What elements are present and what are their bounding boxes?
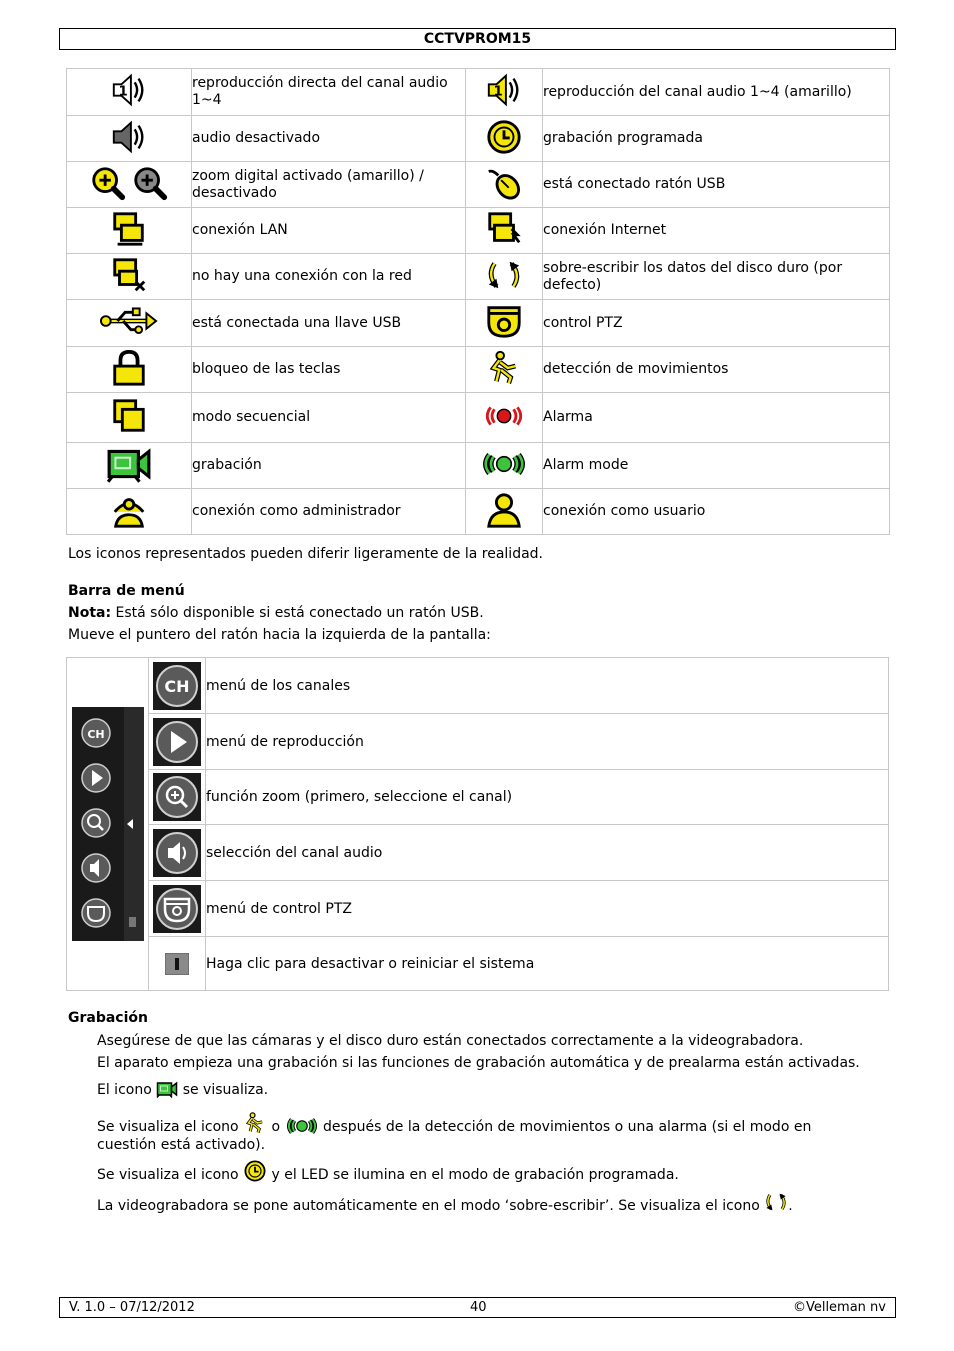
- menu-item-audio: selección del canal audio: [206, 825, 889, 881]
- no-network-icon: [110, 256, 148, 294]
- recording-paragraph-1: Asegúrese de que las cámaras y el disco duro están conectados correctamente a la videograbadora.: [97, 1033, 804, 1049]
- recording-paragraph-5: Se visualiza el icono y el LED se ilumina en el modo de grabación programada.: [97, 1159, 679, 1184]
- table-row: [67, 714, 889, 770]
- lock-icon: [110, 349, 148, 387]
- ch-icon[interactable]: [153, 662, 201, 710]
- svg-text:CH: CH: [86, 728, 105, 741]
- icon-description: grabación: [192, 443, 466, 489]
- icon-description: Alarma: [543, 393, 890, 443]
- menu-item-ptz: menú de control PTZ: [206, 881, 889, 937]
- icon-description: zoom digital activado (amarillo) / desactivado: [192, 162, 466, 208]
- icon-description: sobre-escribir los datos del disco duro (por defecto): [543, 254, 890, 300]
- ptz-icon: [485, 302, 523, 340]
- play-icon[interactable]: [153, 718, 201, 766]
- menu-bar-preview: [72, 707, 144, 941]
- zoom-icon[interactable]: [153, 773, 201, 821]
- table-row: [67, 881, 889, 937]
- icon-description: conexión como usuario: [543, 489, 890, 535]
- zoom-off-icon: [131, 164, 169, 202]
- icon-description: conexión Internet: [543, 208, 890, 254]
- schedule-clock-icon: [243, 1159, 267, 1183]
- audio-off-icon: [110, 118, 148, 156]
- admin-icon: [110, 491, 148, 529]
- table-row: [67, 347, 890, 393]
- icon-description: está conectada una llave USB: [192, 300, 466, 347]
- table-row: [67, 300, 890, 347]
- audio-live-icon: [110, 71, 148, 109]
- document-footer: [59, 1297, 896, 1318]
- table-row: [67, 208, 890, 254]
- menu-icon-cell: [149, 714, 206, 770]
- recording-paragraph-3: El icono se visualiza.: [97, 1082, 269, 1098]
- icon-description: control PTZ: [543, 300, 890, 347]
- menu-icon-cell: [149, 770, 206, 825]
- icon-table: [66, 68, 890, 535]
- icon-description: modo secuencial: [192, 393, 466, 443]
- menu-instruction: Mueve el puntero del ratón hacia la izquierda de la pantalla:: [68, 627, 491, 643]
- schedule-clock-icon: [485, 118, 523, 156]
- menu-item-playback: menú de reproducción: [206, 714, 889, 770]
- table-row: [67, 825, 889, 881]
- menu-item-zoom: función zoom (primero, seleccione el canal): [206, 770, 889, 825]
- table-row: [67, 116, 890, 162]
- record-camera-icon: [106, 445, 152, 483]
- icon-description: reproducción del canal audio 1~4 (amarillo): [543, 69, 890, 116]
- menu-bar-preview-cell: [67, 658, 149, 991]
- overwrite-icon: [764, 1190, 788, 1214]
- icon-description: Alarm mode: [543, 443, 890, 489]
- power-icon[interactable]: [165, 953, 189, 975]
- motion-icon: [243, 1111, 267, 1135]
- sequence-icon: [110, 397, 148, 435]
- footer-copyright: ©Velleman nv: [792, 1300, 886, 1315]
- table-row: [67, 393, 890, 443]
- mouse-icon: [485, 164, 523, 202]
- menu-icon-cell: [149, 825, 206, 881]
- menu-item-channels: menú de los canales: [206, 658, 889, 714]
- menu-icon-cell: [149, 881, 206, 937]
- table-row: [67, 770, 889, 825]
- section-title-recording: Grabación: [68, 1010, 148, 1026]
- audio-playback-icon: [485, 71, 523, 109]
- internet-icon: [485, 210, 523, 248]
- ptz-icon[interactable]: [153, 885, 201, 933]
- icon-description: grabación programada: [543, 116, 890, 162]
- usb-icon: [100, 305, 158, 337]
- icon-description: no hay una conexión con la red: [192, 254, 466, 300]
- footer-page-number: 40: [470, 1300, 487, 1315]
- recording-paragraph-6: La videograbadora se pone automáticamente en el modo ‘sobre-escribir’. Se visualiza el icono .: [97, 1190, 793, 1215]
- overwrite-icon: [485, 256, 523, 294]
- table-row: [67, 443, 890, 489]
- icons-disclaimer: Los iconos representados pueden diferir ligeramente de la realidad.: [68, 546, 544, 562]
- table-row: [67, 162, 890, 208]
- audio-icon[interactable]: [153, 829, 201, 877]
- table-row: [67, 489, 890, 535]
- table-row: [67, 69, 890, 116]
- table-row: [67, 937, 889, 991]
- icon-description: bloqueo de las teclas: [192, 347, 466, 393]
- menu-icon-cell: [149, 658, 206, 714]
- zoom-on-icon: [89, 164, 127, 202]
- alarm-mode-icon: [285, 1117, 319, 1135]
- icon-description: audio desactivado: [192, 116, 466, 162]
- recording-paragraph-4: Se visualiza el icono o después de la detección de movimientos o una alarma (si el modo en cuestión está activado).: [97, 1111, 877, 1154]
- alarm-icon: [483, 404, 525, 428]
- recording-paragraph-2: El aparato empieza una grabación si las funciones de grabación automática y de prealarma están activadas.: [97, 1055, 860, 1071]
- icon-description: detección de movimientos: [543, 347, 890, 393]
- alarm-mode-icon: [481, 451, 527, 477]
- record-camera-icon: [156, 1080, 178, 1098]
- menu-item-power: Haga clic para desactivar o reiniciar el sistema: [206, 937, 889, 991]
- motion-icon: [485, 349, 523, 387]
- menu-icon-cell: [149, 937, 206, 991]
- icon-description: conexión LAN: [192, 208, 466, 254]
- menu-note: Nota: Está sólo disponible si está conectado un ratón USB.: [68, 605, 484, 621]
- section-title-menu-bar: Barra de menú: [68, 583, 185, 599]
- menu-bar-table: [66, 657, 889, 991]
- table-row: [67, 254, 890, 300]
- lan-icon: [110, 210, 148, 248]
- table-row: [67, 658, 889, 714]
- svg-text:CH: CH: [164, 676, 190, 696]
- icon-description: reproducción directa del canal audio 1~4: [192, 69, 466, 116]
- document-header: CCTVPROM15: [59, 28, 896, 50]
- user-icon: [485, 491, 523, 529]
- footer-version: V. 1.0 – 07/12/2012: [69, 1300, 195, 1315]
- icon-description: conexión como administrador: [192, 489, 466, 535]
- icon-description: está conectado ratón USB: [543, 162, 890, 208]
